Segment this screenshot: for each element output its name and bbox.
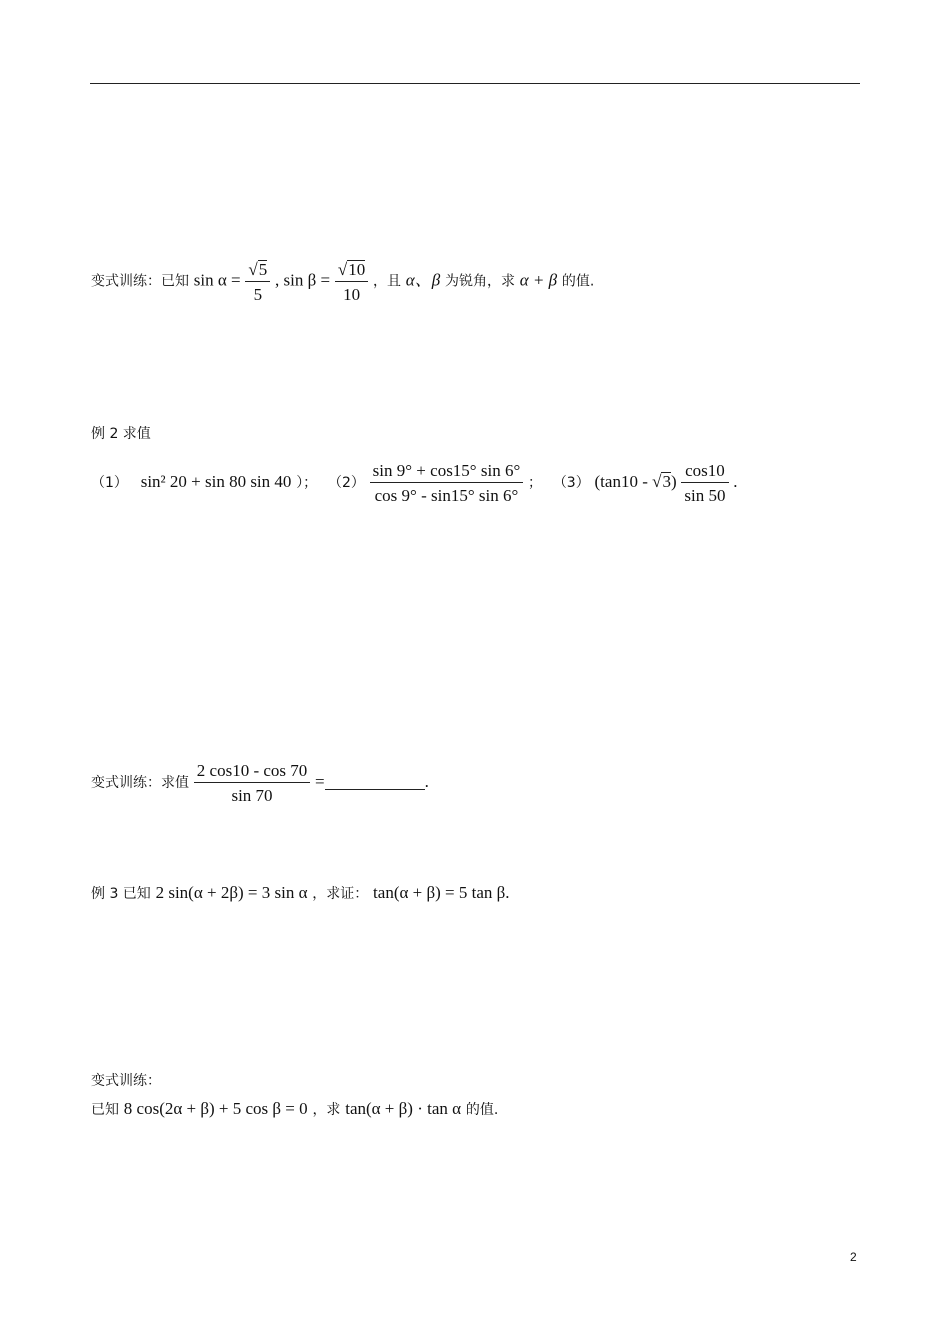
- variant2-fraction: [194, 762, 310, 804]
- example2-part2-numerator: sin 9° + cos15° sin 6°: [370, 462, 524, 483]
- variant-training-3: [91, 1100, 498, 1117]
- header-rule: [90, 83, 860, 84]
- variant2-denominator: sin 70: [231, 786, 273, 805]
- example2-part1-end: ）；: [296, 475, 318, 491]
- variant2-equals: =: [315, 772, 325, 791]
- example2-part3-end: .: [733, 472, 738, 491]
- variant2-label: 变式训练：求值: [91, 775, 189, 791]
- sin-alpha-fraction: $\frac{√5}{5}$: [245, 260, 270, 303]
- example3-label: 例 3 已知: [91, 886, 151, 902]
- variant3-given: 8 cos(2α + β) + 5 cos β = 0: [123, 1099, 308, 1118]
- example3-end: .: [505, 883, 510, 902]
- example3: [91, 884, 510, 901]
- sin-beta-numerator: 10: [348, 260, 366, 279]
- variant-training-2: [91, 762, 429, 804]
- variant2-numerator: 2 cos10 - cos 70: [194, 762, 310, 783]
- example2-part3-right: ): [670, 472, 677, 491]
- sin-alpha-lhs: sin α =: [193, 270, 241, 290]
- variant2-end: .: [424, 772, 429, 791]
- example2-label: 例 2 求值: [91, 426, 151, 442]
- variant1-text-mid: ，且: [373, 273, 402, 290]
- example2-part2-end: ；: [528, 475, 543, 491]
- page-number: 2: [850, 1250, 857, 1264]
- angles-alpha-beta: α、β: [405, 270, 441, 290]
- sin-alpha-numerator: 5: [258, 260, 268, 279]
- variant3-mid: ，求: [312, 1102, 341, 1118]
- example2-part3-numerator: cos10: [681, 462, 728, 483]
- example2-part3-fraction: [681, 462, 728, 504]
- example3-given: 2 sin(α + 2β) = 3 sin α: [155, 883, 308, 902]
- example2-part1-label: （1）: [91, 475, 128, 491]
- example2-part3-denominator: sin 50: [684, 486, 726, 505]
- example2-part3-left: (tan10 -: [594, 472, 653, 491]
- variant3-tail: 的值.: [465, 1102, 499, 1118]
- example3-mid: ，求证：: [312, 886, 369, 902]
- example2-part1-expr: sin² 20 + sin 80 sin 40: [140, 472, 292, 491]
- example2-part2-denominator: cos 9° - sin15° sin 6°: [374, 486, 519, 505]
- sin-beta-lhs: , sin β =: [275, 270, 331, 290]
- variant1-tail: 的值.: [561, 273, 595, 290]
- answer-blank[interactable]: [325, 777, 425, 790]
- example2-problems: （1） sin² 20 + sin 80 sin 40 ）； （2） $\frac{\sin 9^\circ + \cos 15^\circ \sin 6^\circ}{\cos 9^\circ - \sin 15^\circ \sin 6^\circ}$ ； （3） (tan10 - √3) $\frac{\cos 10}{\sin 50}$ .: [91, 461, 738, 505]
- sin-beta-denominator: 10: [343, 285, 361, 304]
- sin-alpha-denominator: 5: [253, 285, 263, 304]
- variant3-known: 已知: [91, 1102, 119, 1118]
- variant1-text-end: 为锐角，求: [444, 273, 515, 290]
- target-alpha-plus-beta: α + β: [519, 270, 558, 290]
- example2-part3-sqrt: 3: [662, 472, 671, 491]
- variant1-label: 变式训练：已知: [91, 273, 189, 290]
- sin-beta-fraction: $\frac{√10}{10}$: [335, 260, 368, 303]
- variant3-label: 变式训练：: [91, 1073, 161, 1089]
- example2-part3-label: （3）: [552, 475, 590, 491]
- example2-part2-fraction: [370, 462, 524, 504]
- variant3-target: tan(α + β) · tan α: [345, 1099, 462, 1118]
- example3-prove: tan(α + β) = 5 tan β: [373, 883, 506, 902]
- variant-training-1: [91, 260, 594, 303]
- example2-part2-label: （2）: [327, 475, 365, 491]
